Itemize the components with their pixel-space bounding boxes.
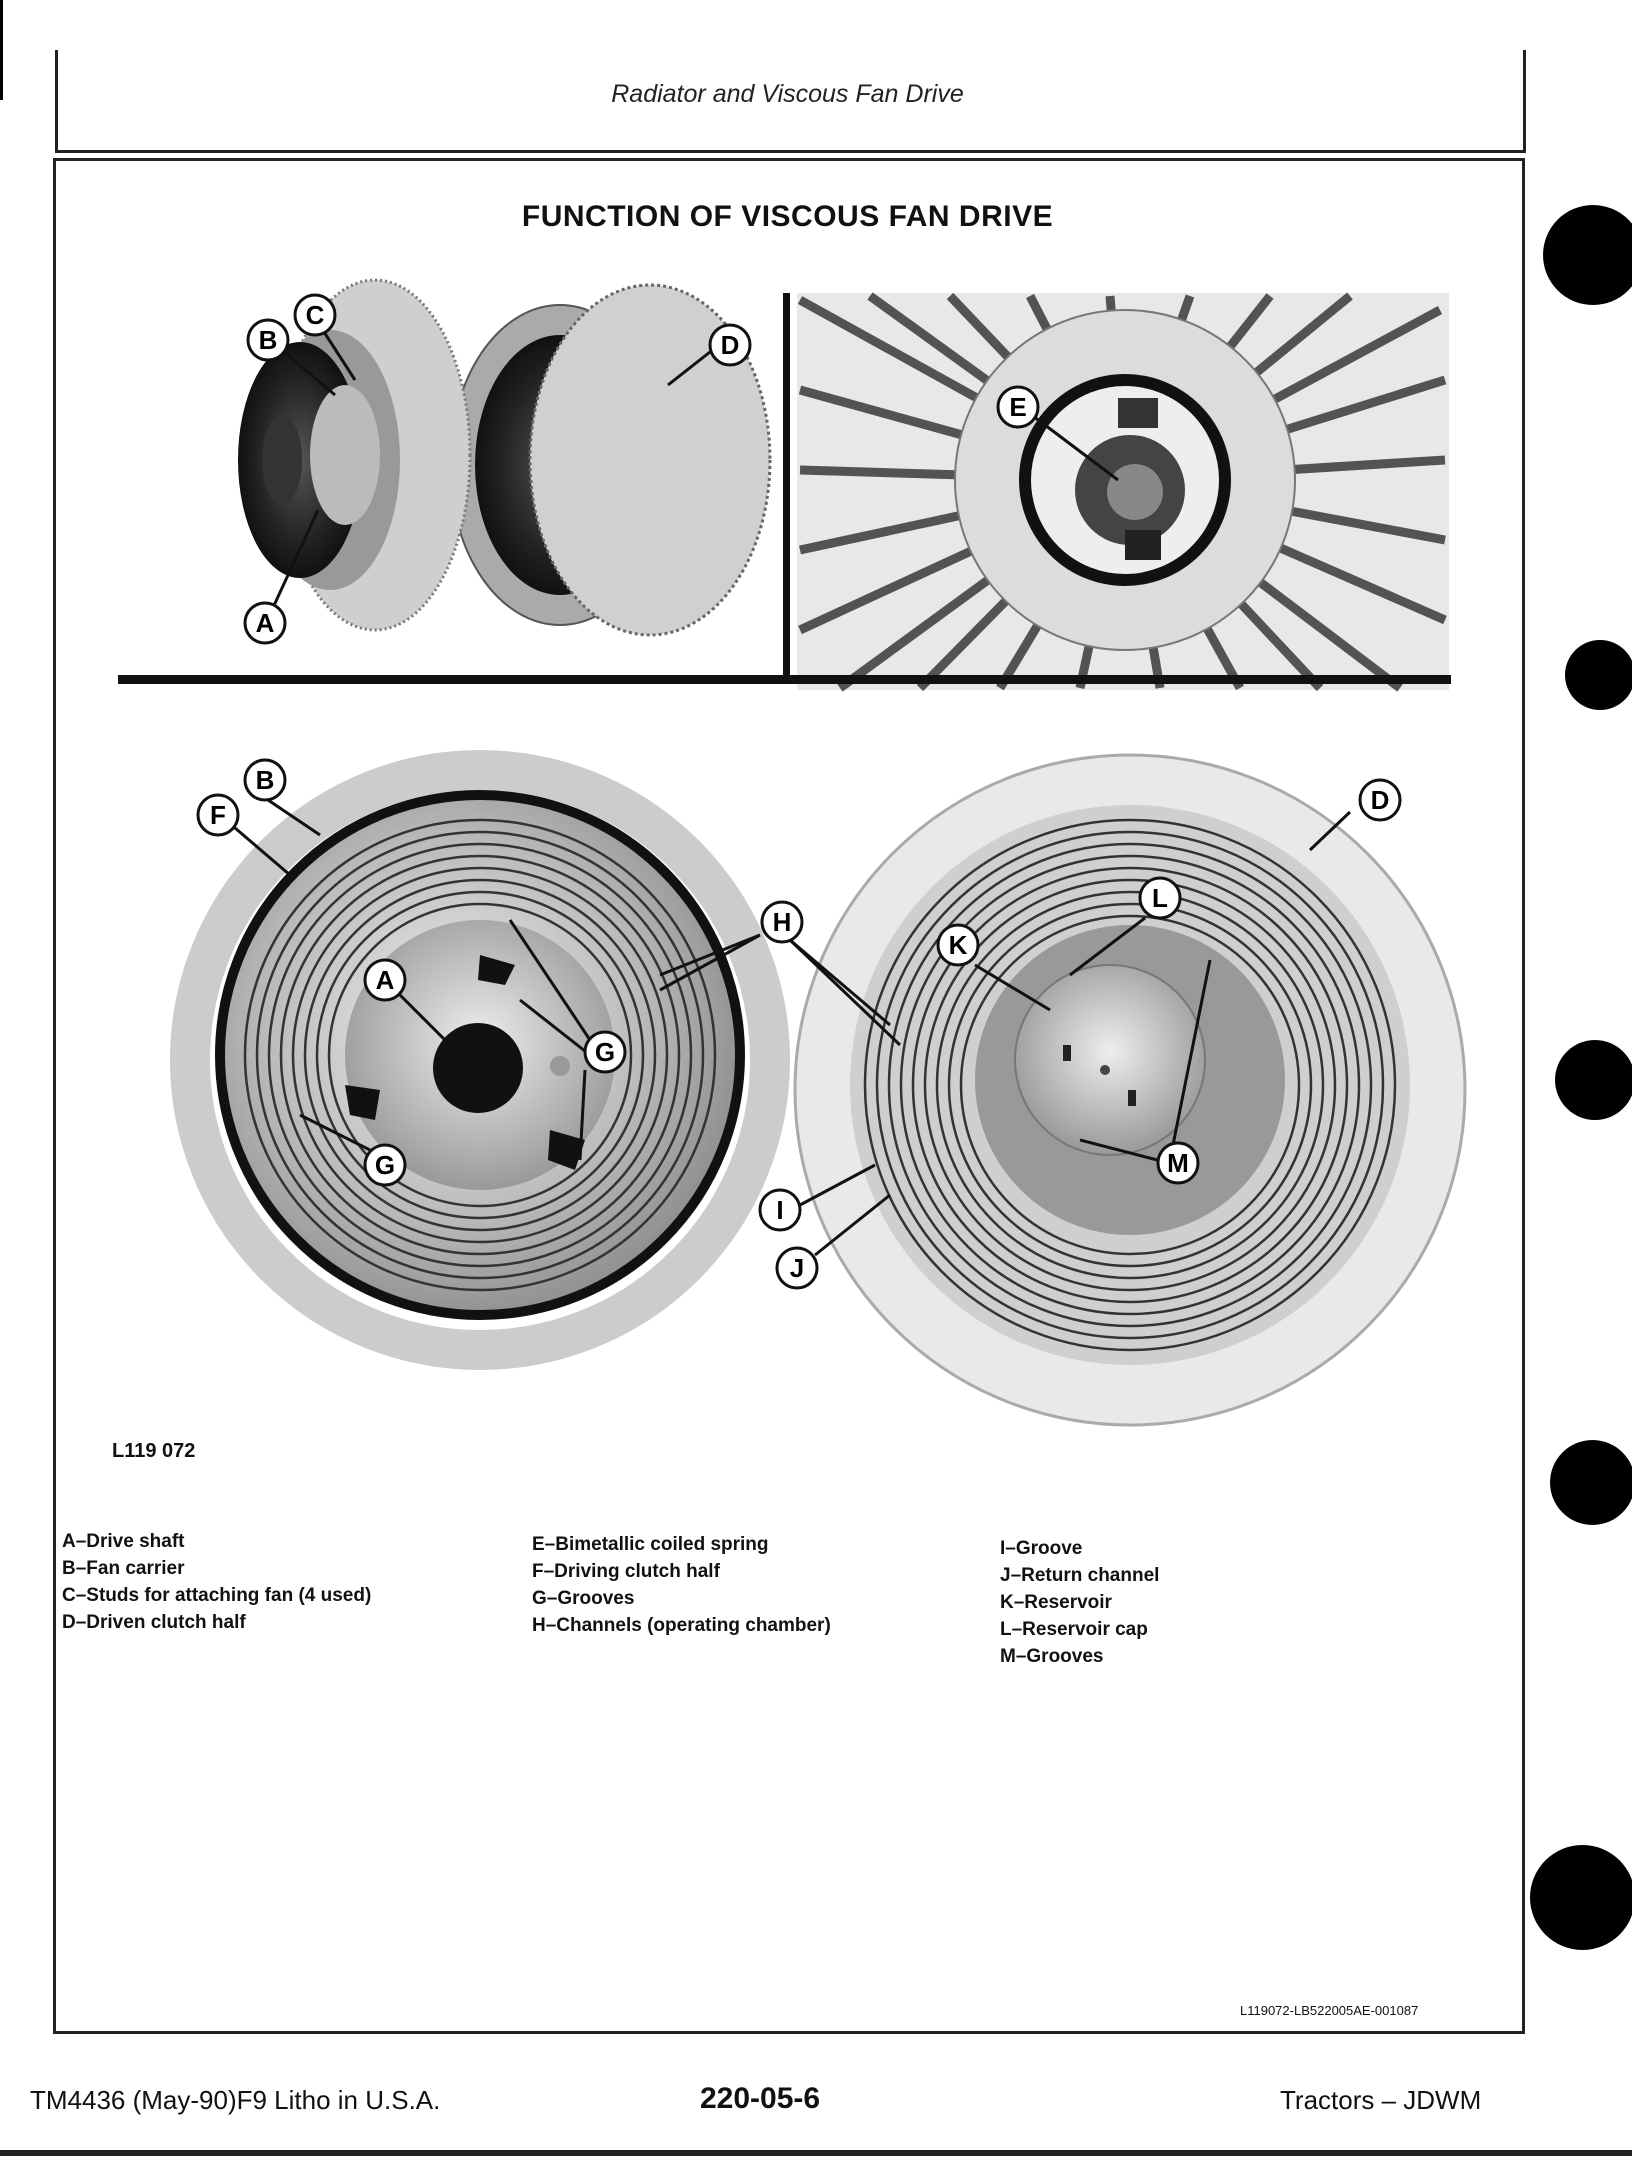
svg-text:K: K [948, 930, 968, 960]
section-title: Radiator and Viscous Fan Drive [611, 80, 964, 108]
callout-c-top [295, 295, 335, 335]
legend-column-3 [1000, 1535, 1159, 1670]
legend-item: H–Channels (operating chamber) [532, 1615, 831, 1636]
callout-d-bottom [1360, 780, 1400, 820]
legend-item: L–Reservoir cap [1000, 1619, 1148, 1640]
svg-text:M: M [1167, 1148, 1189, 1178]
legend-item: B–Fan carrier [62, 1558, 185, 1579]
svg-text:D: D [1370, 785, 1390, 815]
legend-item: G–Grooves [532, 1588, 635, 1609]
callout-b-top [248, 320, 288, 360]
legend-item: F–Driving clutch half [532, 1561, 720, 1582]
page-number: 220-05-6 [700, 2082, 821, 2115]
callout-e [998, 387, 1038, 427]
legend-item: I–Groove [1000, 1538, 1083, 1559]
legend-item: M–Grooves [1000, 1646, 1104, 1667]
callout-i [760, 1190, 800, 1230]
svg-text:B: B [258, 325, 278, 355]
svg-text:D: D [720, 330, 740, 360]
svg-text:J: J [789, 1253, 805, 1283]
svg-text:A: A [375, 965, 395, 995]
callout-d-top [710, 325, 750, 365]
figure-id: L119 072 [112, 1440, 196, 1462]
legend-item: K–Reservoir [1000, 1592, 1112, 1613]
svg-text:B: B [255, 765, 275, 795]
photo-divider-vertical [783, 293, 790, 683]
svg-text:L: L [1152, 883, 1168, 913]
legend-column-1 [62, 1528, 371, 1636]
legend-item: J–Return channel [1000, 1565, 1160, 1586]
svg-text:G: G [374, 1150, 396, 1180]
svg-text:H: H [772, 907, 792, 937]
callout-a-top [245, 603, 285, 643]
callout-f [198, 795, 238, 835]
svg-text:I: I [776, 1195, 784, 1225]
callout-h [762, 902, 802, 942]
footer-product: Tractors – JDWM [1280, 2085, 1482, 2115]
svg-text:C: C [305, 300, 325, 330]
photo-driven-clutch-half [795, 755, 1465, 1425]
svg-text:A: A [255, 608, 275, 638]
legend-column-2 [532, 1531, 831, 1639]
figure-title: FUNCTION OF VISCOUS FAN DRIVE [521, 200, 1054, 233]
callout-m [1158, 1143, 1198, 1183]
footer-publication: TM4436 (May-90)F9 Litho in U.S.A. [30, 2085, 441, 2115]
callout-b-bottom [245, 760, 285, 800]
legend-item: A–Drive shaft [62, 1531, 185, 1552]
callout-g-left [365, 1145, 405, 1185]
callout-l [1140, 878, 1180, 918]
svg-text:F: F [210, 800, 226, 830]
legend-item: E–Bimetallic coiled spring [532, 1534, 769, 1555]
callout-k [938, 925, 978, 965]
callout-a-bottom [365, 960, 405, 1000]
svg-text:E: E [1009, 392, 1027, 422]
photo-driving-clutch-half [190, 770, 770, 1350]
document-reference: L119072-LB522005AE-001087 [1240, 2003, 1419, 2018]
callout-g-right [585, 1032, 625, 1072]
photo-bimetallic-spring [797, 293, 1449, 690]
callout-j [777, 1248, 817, 1288]
bottom-rule [0, 2150, 1632, 2156]
svg-text:G: G [594, 1037, 616, 1067]
legend-item: D–Driven clutch half [62, 1612, 246, 1633]
legend-item: C–Studs for attaching fan (4 used) [62, 1585, 372, 1606]
